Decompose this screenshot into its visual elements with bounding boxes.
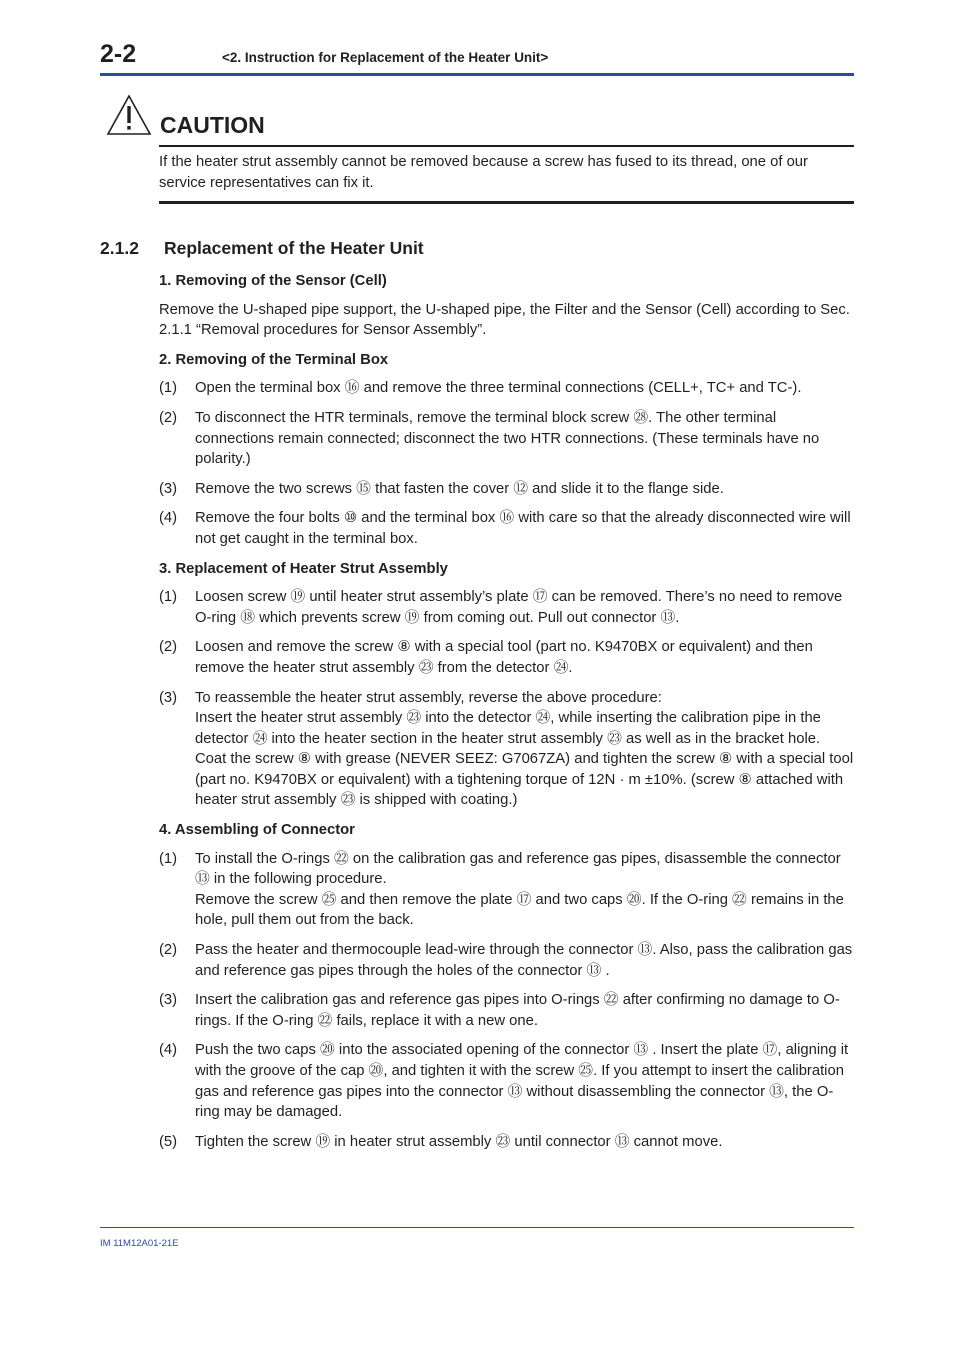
procedure-step [159,408,854,470]
section-title: Replacement of the Heater Unit [164,238,424,258]
procedure-step [159,688,854,812]
step-number: (4) [159,1042,178,1059]
procedure-step [159,1132,854,1153]
procedure-step [159,940,854,981]
step-number: (2) [159,409,178,426]
header-title: <2. Instruction for Replacement of the Heater Unit> [222,50,549,65]
procedure-step [159,1040,854,1122]
procedure-step [159,378,854,399]
step-number: (3) [159,992,178,1009]
procedure-step [159,508,854,549]
caution-top-divider [159,145,854,147]
header-divider [100,73,854,76]
procedure-step [159,637,854,678]
procedure-content [159,271,854,1161]
step-text: Loosen screw ⑲ until heater strut assembly’s plate ⑰ can be removed. There’s no need to remove O-ring ⑱ which prevents screw ⑲ from coming out. Pull out connector ⑬. [195,589,843,626]
procedure-step [159,849,854,931]
step-text: Tighten the screw ⑲ in heater strut assembly ㉓ until connector ⑬ cannot move. [195,1133,723,1150]
step-text: Pass the heater and thermocouple lead-wire through the connector ⑬. Also, pass the calibration gas and reference gas pipes through the holes of the connector ⑬ . [195,942,853,979]
step-text: To install the O-rings ㉒ on the calibration gas and reference gas pipes, disassemble the connector ⑬ in the following procedure. Remove the screw ㉕ and then remove the plate ⑰ and two caps ⑳. If the O-ring ㉒ remains in the hole, pull them out from the back. [195,850,844,929]
step-number: (5) [159,1133,178,1150]
step-text: Remove the two screws ⑮ that fasten the cover ⑫ and slide it to the flange side. [195,480,724,497]
section-heading [100,238,424,259]
caution-text: If the heater strut assembly cannot be removed because a screw has fused to its thread, one of our service representatives can fix it. [159,154,808,191]
procedure-step [159,587,854,628]
caution-heading: CAUTION [160,112,265,138]
step-number: (1) [159,380,178,397]
procedure-step [159,990,854,1031]
step-number: (1) [159,850,178,867]
subsection-paragraph: Remove the U-shaped pipe support, the U-shaped pipe, the Filter and the Sensor (Cell) according to Sec. 2.1.1 “Removal procedures for Sensor Assembly”. [159,301,850,339]
caution-bottom-divider [159,201,854,204]
step-number: (4) [159,510,178,527]
subsection-heading: 2. Removing of the Terminal Box [159,351,389,368]
subsection-heading: 1. Removing of the Sensor (Cell) [159,273,387,289]
subsection-heading: 4. Assembling of Connector [159,822,355,839]
step-text: Insert the calibration gas and reference gas pipes into O-rings ㉒ after confirming no damage to O-rings. If the O-ring ㉒ fails, replace it with a new one. [195,992,840,1029]
section-number: 2.1.2 [100,238,139,258]
page-number: 2-2 [100,40,137,68]
step-number: (2) [159,639,178,656]
step-text: To reassemble the heater strut assembly, reverse the above procedure: Insert the heater strut assembly ㉓ into the detector ㉔, while inserting the calibration pipe in the detector ㉔ into the heater section in the heater strut assembly ㉓ as well as in the bracket hole. Coat the screw ⑧ with grease (NEVER SEEZ: G7067ZA) and tighten the screw ⑧ with a special tool (part no. K9470BX or equivalent) with a tightening torque of 12N · m ±10%. (screw ⑧ attached with heater strut assembly ㉓ is shipped with coating.) [195,689,854,809]
step-text: Remove the four bolts ⑩ and the terminal box ⑯ with care so that the already disconnected wire will not get caught in the terminal box. [195,510,851,547]
step-number: (3) [159,689,178,706]
footer-divider [100,1227,854,1228]
step-text: Push the two caps ⑳ into the associated opening of the connector ⑬ . Insert the plate ⑰, aligning it with the groove of the cap ⑳, and tighten it with the screw ㉕. If you attempt to insert the calibration gas and reference gas pipes into the connector ⑬ without disassembling the connector ⑬, the O-ring may be damaged. [195,1042,849,1121]
step-text: To disconnect the HTR terminals, remove the terminal block screw ㉘. The other terminal connections remain connected; disconnect the two HTR connections. (These terminals have no polarity.) [195,409,820,468]
step-number: (1) [159,589,178,606]
step-text: Loosen and remove the screw ⑧ with a special tool (part no. K9470BX or equivalent) and then remove the heater strut assembly ㉓ from the detector ㉔. [195,639,813,676]
step-number: (2) [159,942,178,959]
subsection-heading: 3. Replacement of Heater Strut Assembly [159,560,448,577]
step-number: (3) [159,480,178,497]
step-text: Open the terminal box ⑯ and remove the three terminal connections (CELL+, TC+ and TC-). [195,380,802,397]
document-id: IM 11M12A01-21E [100,1238,179,1249]
procedure-step [159,479,854,500]
warning-triangle-icon [106,94,152,136]
